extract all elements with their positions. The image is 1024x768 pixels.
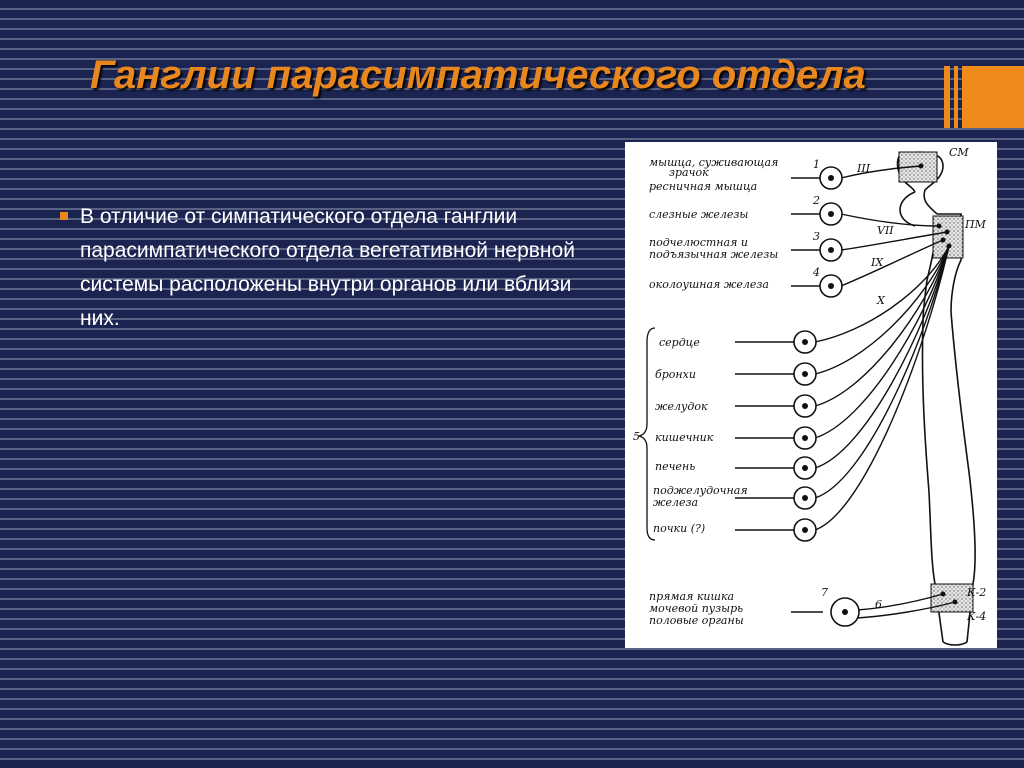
label-lacrimal-glands: слезные железы — [649, 208, 749, 221]
decorative-bar — [954, 66, 958, 128]
label-pupil-muscle: мышца, суживающая — [649, 156, 779, 169]
number-5: 5 — [633, 430, 640, 443]
number-6: 6 — [875, 598, 882, 611]
label-pupil: зрачок — [669, 166, 709, 179]
decorative-bar — [944, 66, 950, 128]
region-label-sacral-2: К-2 — [967, 586, 987, 599]
slide-title: Ганглии парасимпатического отдела — [90, 53, 866, 97]
postganglionic-fibers — [735, 178, 823, 612]
region-label-sacral-4: К-4 — [967, 610, 987, 623]
diagram-svg — [625, 142, 997, 648]
decorative-orange-block — [944, 66, 1024, 128]
label-intestine: кишечник — [655, 431, 714, 444]
label-submandibular: подчелюстная и — [649, 236, 748, 249]
number-1: 1 — [813, 158, 820, 171]
label-bronchi: бронхи — [655, 368, 696, 381]
number-4: 4 — [813, 266, 820, 279]
region-label-medulla: ПМ — [965, 218, 986, 231]
label-sublingual: подъязычная железы — [649, 248, 779, 261]
number-2: 2 — [813, 194, 820, 207]
nerve-label-III: III — [857, 162, 871, 175]
label-bladder: мочевой пузырь — [649, 602, 744, 615]
label-liver: печень — [655, 460, 696, 473]
number-7: 7 — [821, 586, 828, 599]
nerve-label-IX: IX — [871, 256, 884, 269]
parasympathetic-diagram — [625, 142, 997, 648]
nerve-label-X: X — [877, 294, 885, 307]
bullet-item — [60, 200, 580, 336]
label-heart: сердце — [659, 336, 700, 349]
label-kidneys: почки (?) — [653, 522, 706, 535]
label-rectum: прямая кишка — [649, 590, 735, 603]
label-stomach: желудок — [655, 400, 708, 413]
number-3: 3 — [813, 230, 820, 243]
ganglia — [794, 167, 859, 626]
label-pancreas-gland: железа — [653, 496, 699, 509]
label-genitals: половые органы — [649, 614, 744, 627]
nerve-label-VII: VII — [877, 224, 894, 237]
label-parotid: околоушная железа — [649, 278, 769, 291]
bullet-square-icon — [60, 212, 68, 220]
region-label-midbrain: СМ — [949, 146, 969, 159]
bullet-text: В отличие от симпатического отдела ганглии парасимпатического отдела вегетативной нервной системы расположены внутри органов или вблизи них. — [80, 205, 575, 330]
label-ciliary-muscle: ресничная мышца — [649, 180, 758, 193]
decorative-square — [962, 66, 1024, 128]
bullet-list — [60, 200, 580, 336]
label-pancreas: поджелудочная — [653, 484, 748, 497]
